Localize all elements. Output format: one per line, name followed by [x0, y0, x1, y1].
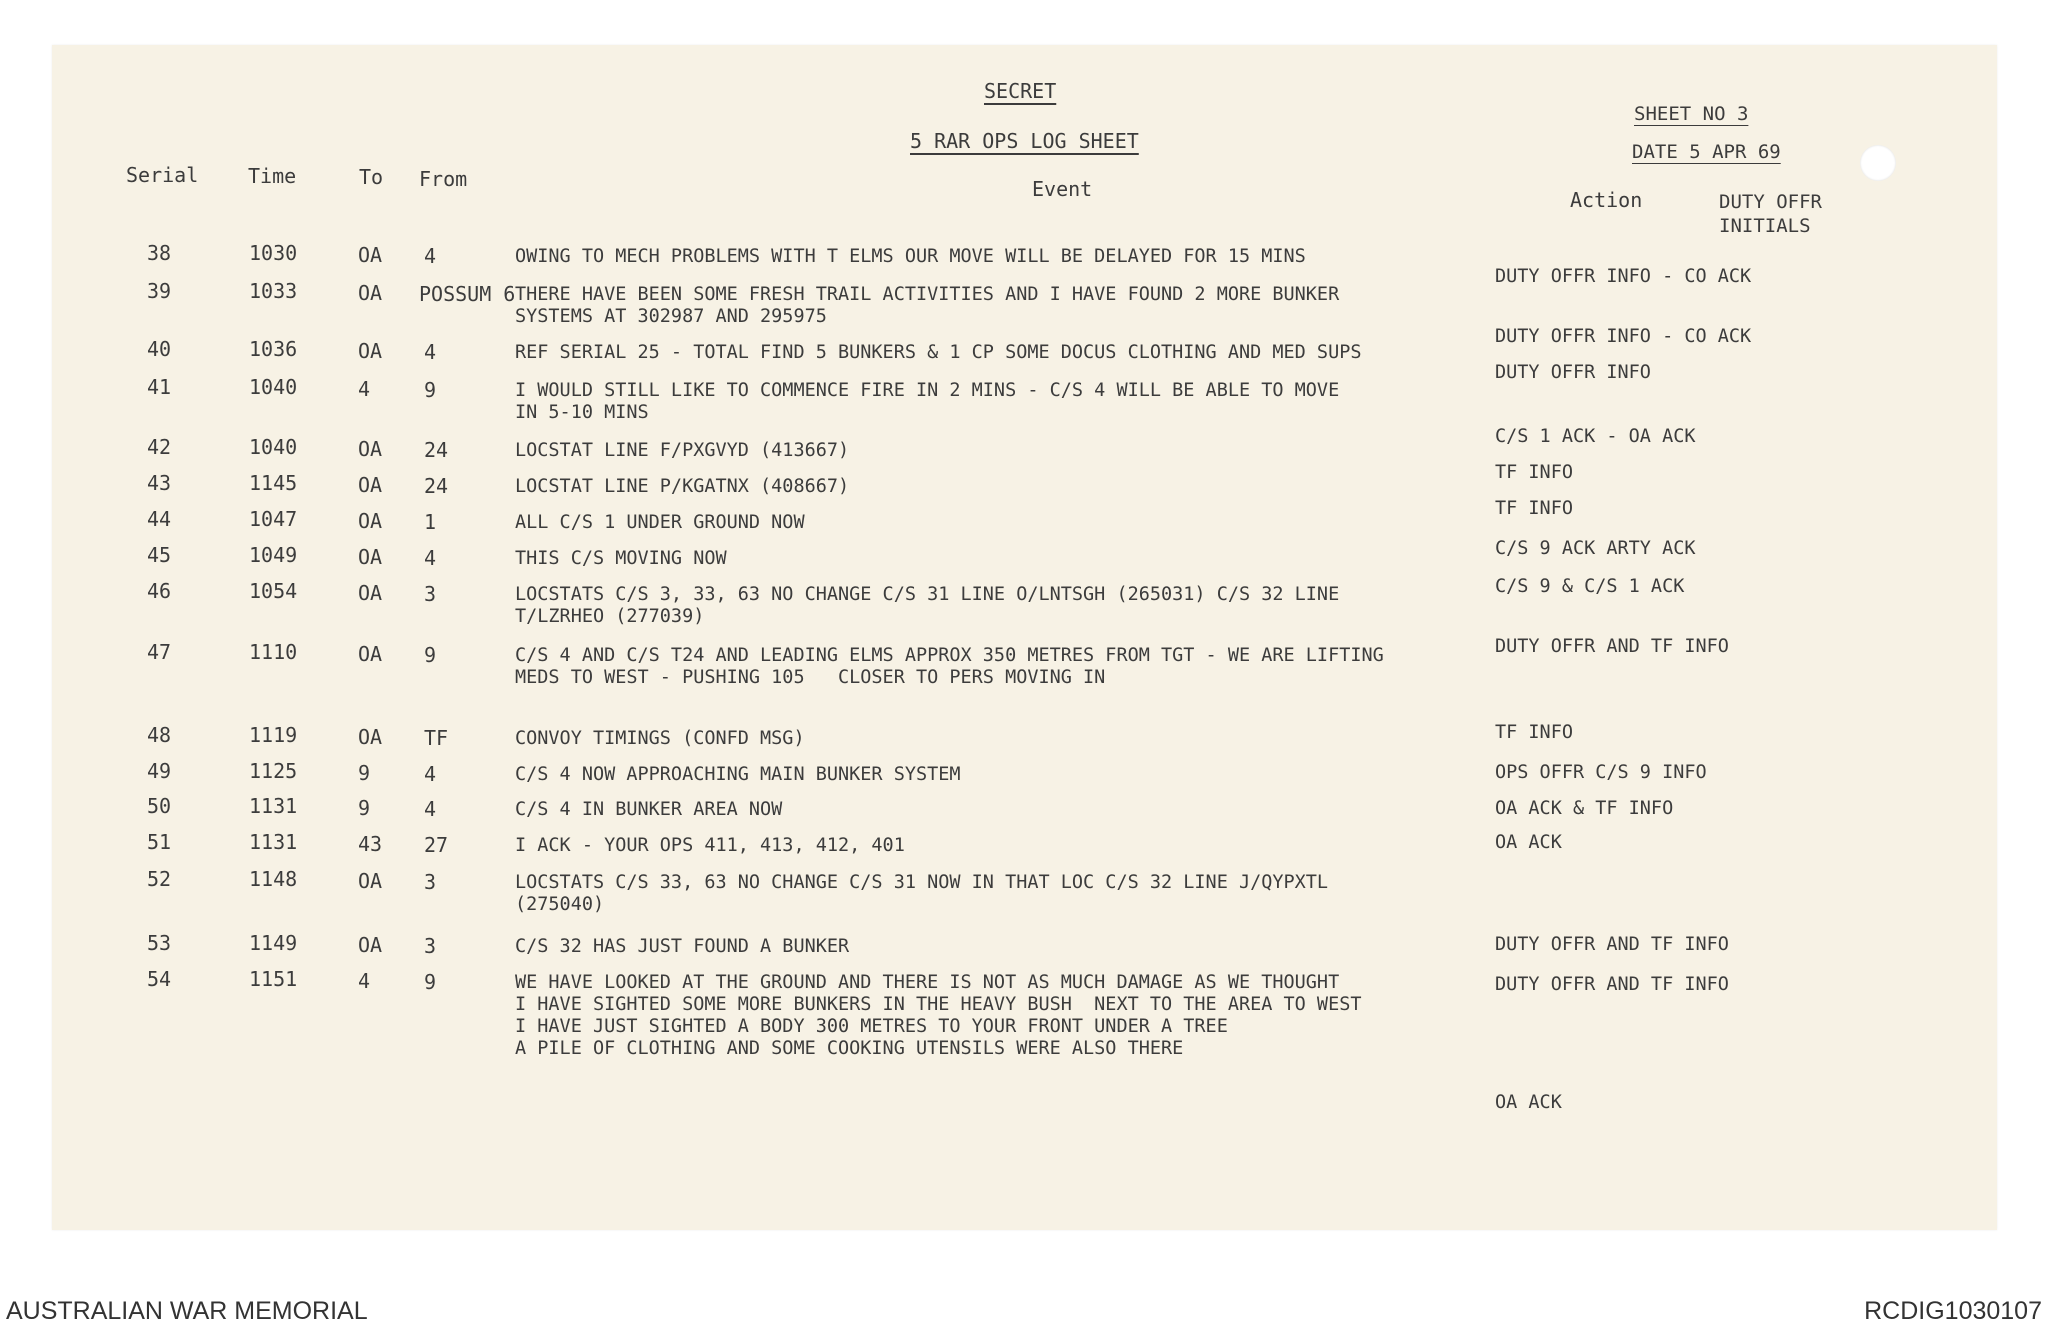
row-time: 1040: [249, 375, 298, 399]
row-serial: 40: [147, 337, 172, 361]
row-to: 4: [358, 377, 371, 401]
row-event-line: LOCSTATS C/S 33, 63 NO CHANGE C/S 31 NOW IN THAT LOC C/S 32 LINE J/QYPXTL: [515, 872, 1329, 893]
row-event-line: LOCSTAT LINE F/PXGVYD (413667): [515, 440, 850, 461]
row-to: 9: [358, 796, 371, 820]
row-event-line: C/S 4 NOW APPROACHING MAIN BUNKER SYSTEM: [515, 764, 961, 785]
row-action: C/S 1 ACK - OA ACK: [1495, 426, 1696, 447]
row-from: 4: [424, 340, 437, 364]
row-time: 1049: [249, 543, 298, 567]
row-time: 1030: [249, 241, 298, 265]
row-event-line: I ACK - YOUR OPS 411, 413, 412, 401: [515, 835, 905, 856]
row-serial: 52: [147, 867, 172, 891]
column-header-serial: Serial: [126, 163, 199, 187]
row-time: 1054: [249, 579, 298, 603]
row-action: TF INFO: [1495, 722, 1573, 743]
row-event-line: IN 5-10 MINS: [515, 402, 649, 423]
classification-header: SECRET: [984, 79, 1057, 103]
row-event-line: I WOULD STILL LIKE TO COMMENCE FIRE IN 2 MINS - C/S 4 WILL BE ABLE TO MOVE: [515, 380, 1340, 401]
column-header-to: To: [359, 165, 384, 189]
row-action: DUTY OFFR INFO - CO ACK: [1495, 326, 1752, 347]
row-action: DUTY OFFR INFO: [1495, 362, 1651, 383]
sheet-title: 5 RAR OPS LOG SHEET: [910, 129, 1139, 153]
row-to: OA: [358, 243, 383, 267]
row-serial: 47: [147, 640, 172, 664]
column-header-time: Time: [248, 164, 297, 188]
column-header-from: From: [419, 167, 468, 191]
row-action: DUTY OFFR AND TF INFO: [1495, 636, 1729, 657]
column-header-duty-offr: DUTY OFFR: [1719, 191, 1822, 213]
row-serial: 39: [147, 279, 172, 303]
row-serial: 42: [147, 435, 172, 459]
row-event-line: LOCSTAT LINE P/KGATNX (408667): [515, 476, 850, 497]
row-event-line: WE HAVE LOOKED AT THE GROUND AND THERE IS NOT AS MUCH DAMAGE AS WE THOUGHT: [515, 972, 1340, 993]
row-to: OA: [358, 725, 383, 749]
row-serial: 49: [147, 759, 172, 783]
row-to: OA: [358, 581, 383, 605]
row-from: 9: [424, 378, 437, 402]
row-event-line: THIS C/S MOVING NOW: [515, 548, 727, 569]
row-event-line: I HAVE SIGHTED SOME MORE BUNKERS IN THE HEAVY BUSH NEXT TO THE AREA TO WEST: [515, 994, 1362, 1015]
row-event-line: CONVOY TIMINGS (CONFD MSG): [515, 728, 805, 749]
row-time: 1040: [249, 435, 298, 459]
row-action: DUTY OFFR AND TF INFO: [1495, 974, 1729, 995]
row-from: POSSUM 6: [419, 282, 516, 306]
log-sheet: [52, 45, 1997, 1230]
row-event-line: C/S 4 AND C/S T24 AND LEADING ELMS APPROX 350 METRES FROM TGT - WE ARE LIFTING: [515, 645, 1384, 666]
row-action: TF INFO: [1495, 462, 1573, 483]
row-from: 4: [424, 244, 437, 268]
row-time: 1119: [249, 723, 298, 747]
column-header-event: Event: [1032, 177, 1093, 201]
row-serial: 44: [147, 507, 172, 531]
row-to: OA: [358, 437, 383, 461]
row-to: OA: [358, 869, 383, 893]
row-to: OA: [358, 642, 383, 666]
row-action: OA ACK & TF INFO: [1495, 798, 1674, 819]
row-from: 3: [424, 870, 437, 894]
row-from: 24: [424, 474, 449, 498]
row-event-line: OWING TO MECH PROBLEMS WITH T ELMS OUR MOVE WILL BE DELAYED FOR 15 MINS: [515, 246, 1306, 267]
row-event-line: (275040): [515, 894, 605, 915]
row-to: OA: [358, 509, 383, 533]
row-from: 3: [424, 934, 437, 958]
row-event-line: LOCSTATS C/S 3, 33, 63 NO CHANGE C/S 31 LINE O/LNTSGH (265031) C/S 32 LINE: [515, 584, 1340, 605]
row-from: 4: [424, 797, 437, 821]
row-action: C/S 9 & C/S 1 ACK: [1495, 576, 1685, 597]
row-action: C/S 9 ACK ARTY ACK: [1495, 538, 1696, 559]
row-time: 1148: [249, 867, 298, 891]
row-from: TF: [424, 726, 449, 750]
sheet-date: DATE 5 APR 69: [1632, 141, 1781, 163]
row-from: 27: [424, 833, 449, 857]
row-serial: 46: [147, 579, 172, 603]
row-from: 24: [424, 438, 449, 462]
row-from: 1: [424, 510, 437, 534]
row-to: 9: [358, 761, 371, 785]
row-event-line: ALL C/S 1 UNDER GROUND NOW: [515, 512, 805, 533]
row-serial: 38: [147, 241, 172, 265]
footer-reference: RCDIG1030107: [1864, 1297, 2042, 1325]
row-to: OA: [358, 339, 383, 363]
row-to: 43: [358, 832, 383, 856]
row-from: 4: [424, 546, 437, 570]
row-action: OA ACK: [1495, 832, 1562, 853]
row-serial: 53: [147, 931, 172, 955]
row-time: 1131: [249, 794, 298, 818]
row-event-line: A PILE OF CLOTHING AND SOME COOKING UTENSILS WERE ALSO THERE: [515, 1038, 1184, 1059]
row-event-line: T/LZRHEO (277039): [515, 606, 705, 627]
row-event-line: THERE HAVE BEEN SOME FRESH TRAIL ACTIVITIES AND I HAVE FOUND 2 MORE BUNKER: [515, 284, 1340, 305]
row-serial: 48: [147, 723, 172, 747]
row-event-line: MEDS TO WEST - PUSHING 105 CLOSER TO PERS MOVING IN: [515, 667, 1106, 688]
row-action: DUTY OFFR AND TF INFO: [1495, 934, 1729, 955]
row-serial: 51: [147, 830, 172, 854]
row-serial: 45: [147, 543, 172, 567]
row-to: OA: [358, 545, 383, 569]
row-action: DUTY OFFR INFO - CO ACK: [1495, 266, 1752, 287]
row-time: 1033: [249, 279, 298, 303]
row-serial: 50: [147, 794, 172, 818]
row-to: OA: [358, 473, 383, 497]
row-time: 1149: [249, 931, 298, 955]
row-to: OA: [358, 933, 383, 957]
punch-hole: [1860, 145, 1896, 181]
row-serial: 54: [147, 967, 172, 991]
row-time: 1125: [249, 759, 298, 783]
column-header-initials: INITIALS: [1719, 215, 1811, 237]
row-from: 4: [424, 762, 437, 786]
row-from: 9: [424, 643, 437, 667]
row-event-line: SYSTEMS AT 302987 AND 295975: [515, 306, 827, 327]
row-from: 3: [424, 582, 437, 606]
column-header-action: Action: [1570, 188, 1643, 212]
row-event-line: I HAVE JUST SIGHTED A BODY 300 METRES TO YOUR FRONT UNDER A TREE: [515, 1016, 1228, 1037]
row-action: OPS OFFR C/S 9 INFO: [1495, 762, 1707, 783]
row-time: 1131: [249, 830, 298, 854]
row-time: 1110: [249, 640, 298, 664]
row-event-line: C/S 32 HAS JUST FOUND A BUNKER: [515, 936, 850, 957]
sheet-number: SHEET NO 3: [1634, 103, 1749, 125]
row-serial: 41: [147, 375, 172, 399]
row-event-line: REF SERIAL 25 - TOTAL FIND 5 BUNKERS & 1 CP SOME DOCUS CLOTHING AND MED SUPS: [515, 342, 1362, 363]
row-to: OA: [358, 281, 383, 305]
row-event-line: C/S 4 IN BUNKER AREA NOW: [515, 799, 783, 820]
row-time: 1036: [249, 337, 298, 361]
row-time: 1047: [249, 507, 298, 531]
row-from: 9: [424, 970, 437, 994]
row-action: TF INFO: [1495, 498, 1573, 519]
row-time: 1145: [249, 471, 298, 495]
footer-source: AUSTRALIAN WAR MEMORIAL: [6, 1297, 368, 1325]
row-time: 1151: [249, 967, 298, 991]
row-to: 4: [358, 969, 371, 993]
row-serial: 43: [147, 471, 172, 495]
row-action: OA ACK: [1495, 1092, 1562, 1113]
